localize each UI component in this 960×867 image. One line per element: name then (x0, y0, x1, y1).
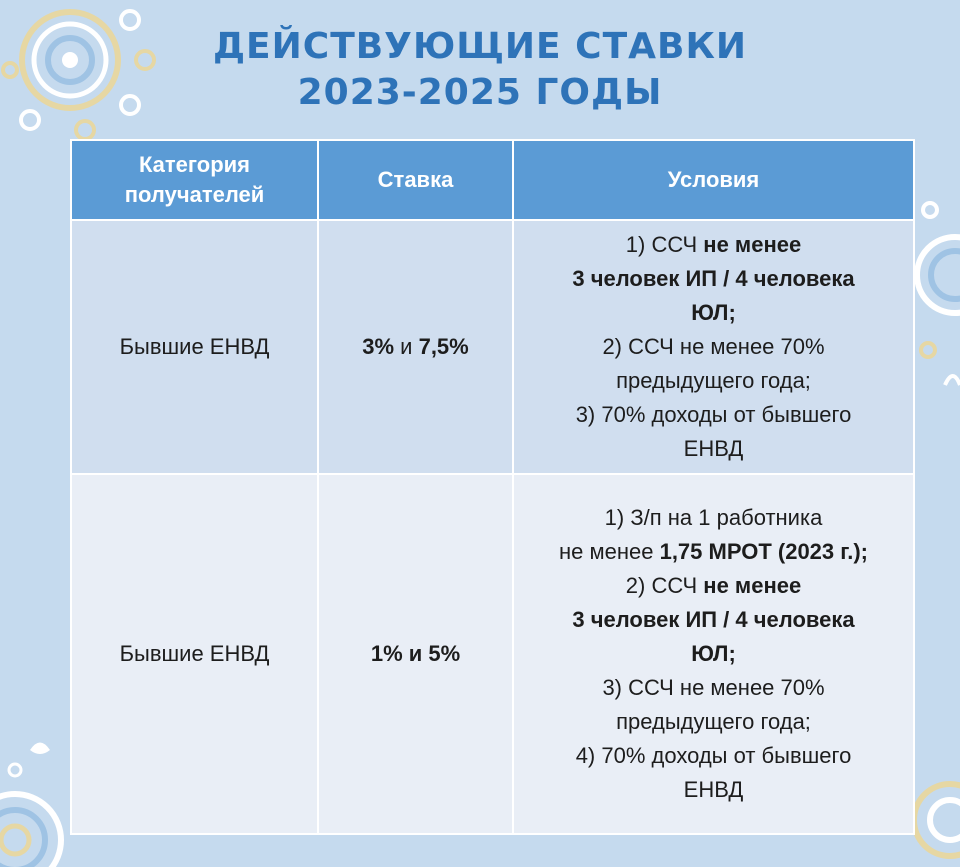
rate-cell: 1% и 5% (318, 474, 513, 834)
rate-cell (318, 220, 513, 474)
condition-text: не менее (703, 573, 802, 598)
condition-line: 3) 70% доходы от бывшего (575, 402, 852, 427)
category-cell: Бывшие ЕНВД (71, 474, 318, 834)
condition-line: 4) 70% доходы от бывшего (575, 743, 852, 768)
conditions-cell (513, 220, 914, 474)
condition-line: предыдущего года; (616, 709, 811, 734)
header-conditions: Условия (513, 140, 914, 220)
table-header-row (71, 140, 914, 220)
condition-line: 3 человек ИП / 4 человека (572, 266, 855, 291)
header-category-line-2: получателей (124, 182, 265, 207)
title-line-2: 2023-2025 ГОДЫ (297, 72, 663, 113)
condition-line: ЮЛ; (691, 641, 736, 666)
table-row (71, 474, 914, 834)
condition-line: ЕНВД (683, 777, 744, 802)
condition-line: 2) ССЧ не менее 70% (602, 334, 825, 359)
condition-text: не менее (558, 539, 660, 564)
title-line-1: ДЕЙСТВУЮЩИЕ СТАВКИ (212, 26, 748, 67)
condition-line: 1) З/п на 1 работника (604, 505, 823, 530)
condition-text: 2) ССЧ (625, 573, 704, 598)
condition-line: ЮЛ; (691, 300, 736, 325)
condition-text: не менее (703, 232, 802, 257)
page-title (0, 24, 960, 116)
category-cell: Бывшие ЕНВД (71, 220, 318, 474)
rate-separator: и (394, 334, 419, 359)
condition-line: 3) ССЧ не менее 70% (602, 675, 825, 700)
condition-line (520, 228, 907, 262)
condition-line: предыдущего года; (616, 368, 811, 393)
conditions-cell (513, 474, 914, 834)
header-category (71, 140, 318, 220)
table-row (71, 220, 914, 474)
header-rate: Ставка (318, 140, 513, 220)
ornament-bottom-left (0, 730, 80, 867)
rate-value: 3% (362, 334, 395, 359)
condition-line: ЕНВД (683, 436, 744, 461)
rates-table (70, 139, 915, 835)
header-category-line-1: Категория (138, 152, 251, 177)
ornament-right (910, 180, 960, 420)
condition-line (520, 535, 907, 569)
condition-text: 1) ССЧ (625, 232, 704, 257)
condition-text: 1,75 МРОТ (2023 г.); (659, 539, 868, 564)
condition-line (520, 569, 907, 603)
rate-value: 7,5% (418, 334, 469, 359)
condition-line: 3 человек ИП / 4 человека (572, 607, 855, 632)
